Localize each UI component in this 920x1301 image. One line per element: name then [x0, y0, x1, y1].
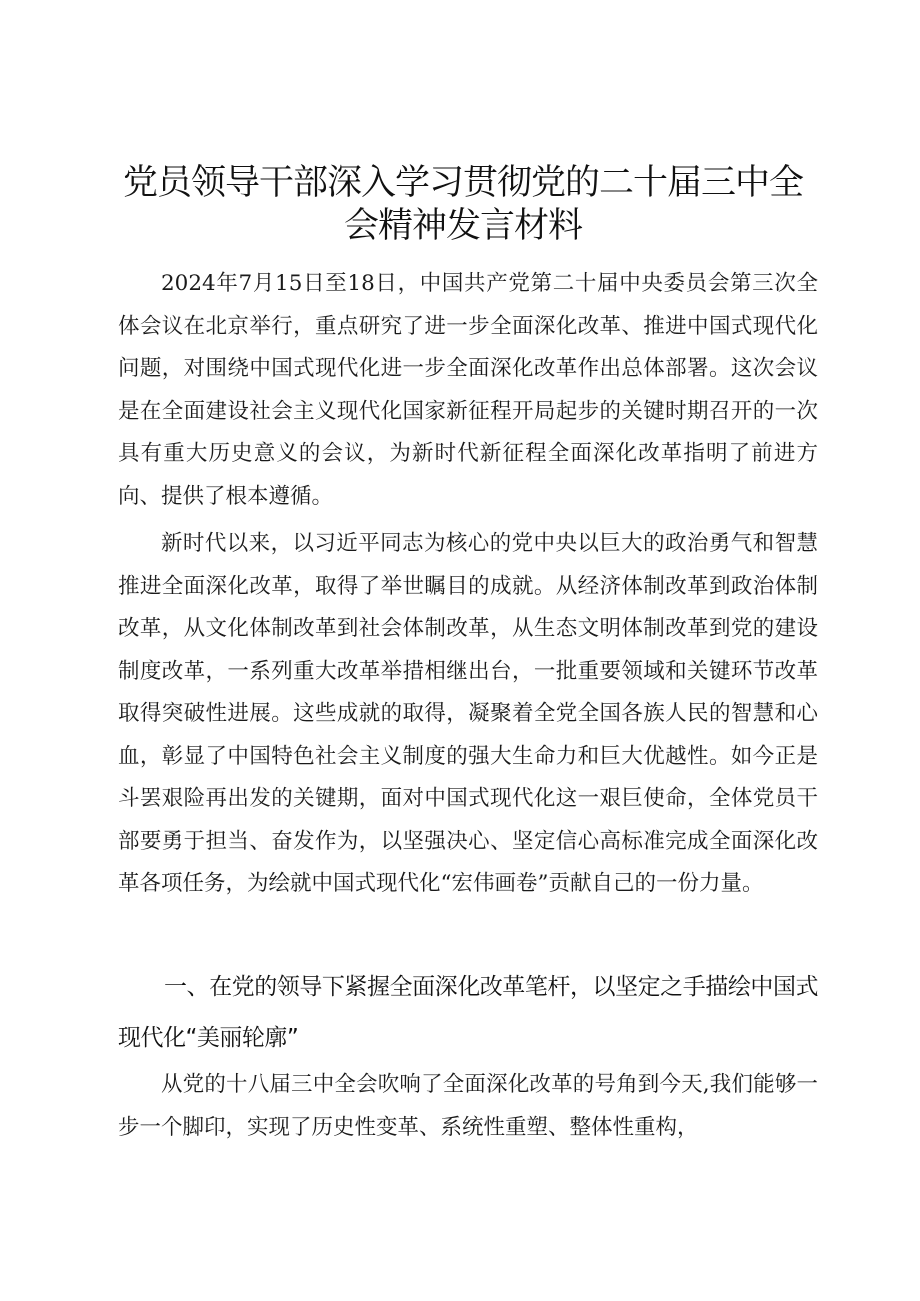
paragraph-achievements: 新时代以来，以习近平同志为核心的党中央以巨大的政治勇气和智慧推进全面深化改革，取得了举世瞩目的成就。从经济体制改革到政治体制改革，从文化体制改革到社会体制改革，从生态文明体制改革到党的建设制度改革，一系列重大改革举措相继出台，一批重要领域和关键环节改革取得突破性进展。这些成就的取得，凝聚着全党全国各族人民的智慧和心血，彰显了中国特色社会主义制度的强大生命力和巨大优越性。如今正是斗罢艰险再出发的关键期，面对中国式现代化这一艰巨使命，全体党员干部要勇于担当、奋发作为，以坚强决心、坚定信心高标准完成全面深化改革各项任务，为绘就中国式现代化“宏伟画卷”贡献自己的一份力量。: [118, 531, 818, 896]
section-heading: 一、在党的领导下紧握全面深化改革笔杆，以坚定之手描绘中国式现代化“美丽轮廓”: [118, 974, 818, 1051]
paragraph-intro: 2024年7月15日至18日，中国共产党第二十届中央委员会第三次全体会议在北京举行，重点研究了进一步全面深化改革、推进中国式现代化问题，对围绕中国式现代化进一步全面深化改革作出总体部署。这次会议是在全面建设社会主义现代化国家新征程开局起步的关键时期召开的一次具有重大历史意义的会议，为新时代新征程全面深化改革指明了前进方向、提供了根本遵循。: [118, 271, 818, 509]
document-title: 党员领导干部深入学习贯彻党的二十届三中全会精神发言材料: [122, 163, 803, 246]
paragraph-section-one: 从党的十八届三中全会吹响了全面深化改革的号角到今天,我们能够一步一个脚印，实现了历史性变革、系统性重塑、整体性重构，: [118, 1072, 818, 1140]
